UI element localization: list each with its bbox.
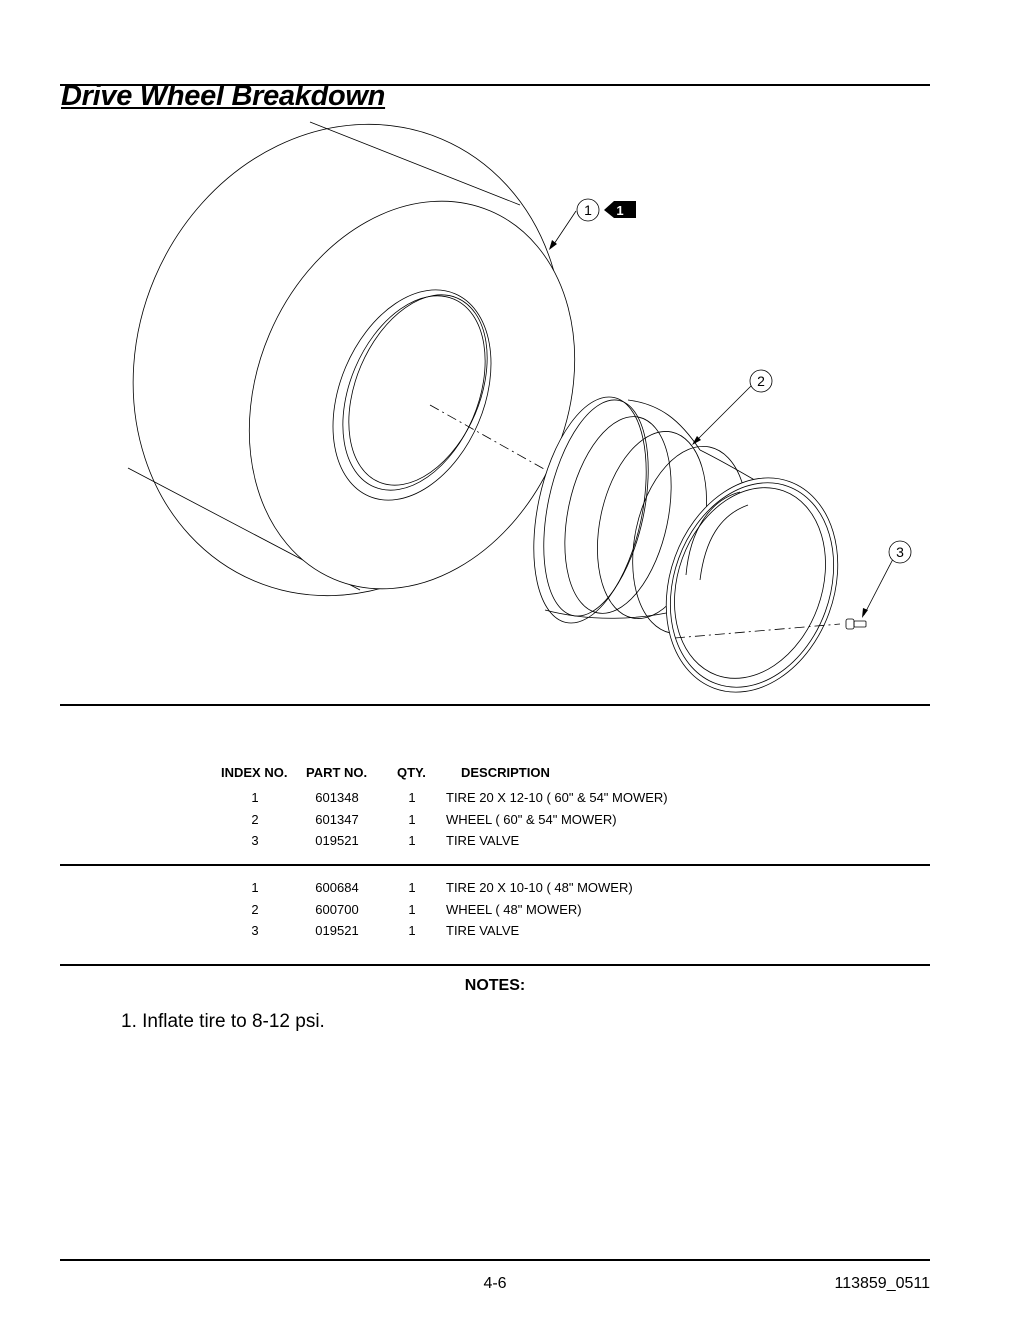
row-desc: TIRE VALVE [446,833,520,848]
row-qty: 1 [408,833,416,848]
header-qty: QTY. [397,765,426,780]
document-number: 113859_0511 [834,1275,930,1292]
row-index: 3 [251,923,259,938]
row-part: 600700 [315,902,359,917]
row-qty: 1 [408,812,416,827]
row-desc: WHEEL ( 60" & 54" MOWER) [446,812,617,827]
row-part: 019521 [315,923,359,938]
callout-3-label: 3 [896,544,904,560]
row-desc: TIRE 20 X 10-10 ( 48" MOWER) [446,880,633,895]
note-item: 1. Inflate tire to 8-12 psi. [121,1011,325,1032]
header-desc: DESCRIPTION [461,765,550,780]
footer-rule [60,1259,930,1261]
row-index: 1 [251,880,259,895]
row-part: 601347 [315,812,359,827]
row-index: 3 [251,833,259,848]
callout-2-label: 2 [757,373,765,389]
row-desc: TIRE VALVE [446,923,520,938]
row-qty: 1 [408,880,416,895]
notes-rule [60,964,930,966]
header-part: PART NO. [306,765,368,780]
row-part: 601348 [315,790,359,805]
row-desc: WHEEL ( 48" MOWER) [446,902,582,917]
note-flag-label: 1 [616,203,624,218]
wheel-drawing [515,387,866,705]
callout-3 [889,541,911,563]
valve-drawing [846,619,866,629]
row-index: 2 [251,902,259,917]
row-index: 2 [251,812,259,827]
notes-heading: NOTES: [464,977,526,994]
callout-1-label: 1 [584,202,592,218]
row-qty: 1 [408,790,416,805]
callout-2 [750,370,772,392]
row-qty: 1 [408,902,416,917]
row-qty: 1 [408,923,416,938]
row-index: 1 [251,790,259,805]
table-divider [60,864,930,866]
row-part: 019521 [315,833,359,848]
page-number: 4-6 [483,1275,507,1292]
figure-rule [60,704,930,706]
note-flag [604,201,636,218]
header-index: INDEX NO. [221,765,288,780]
row-part: 600684 [315,880,359,895]
page-title: Drive Wheel Breakdown [61,80,386,112]
exploded-diagram [0,110,1020,705]
callout-1 [577,199,599,221]
row-desc: TIRE 20 X 12-10 ( 60" & 54" MOWER) [446,790,668,805]
